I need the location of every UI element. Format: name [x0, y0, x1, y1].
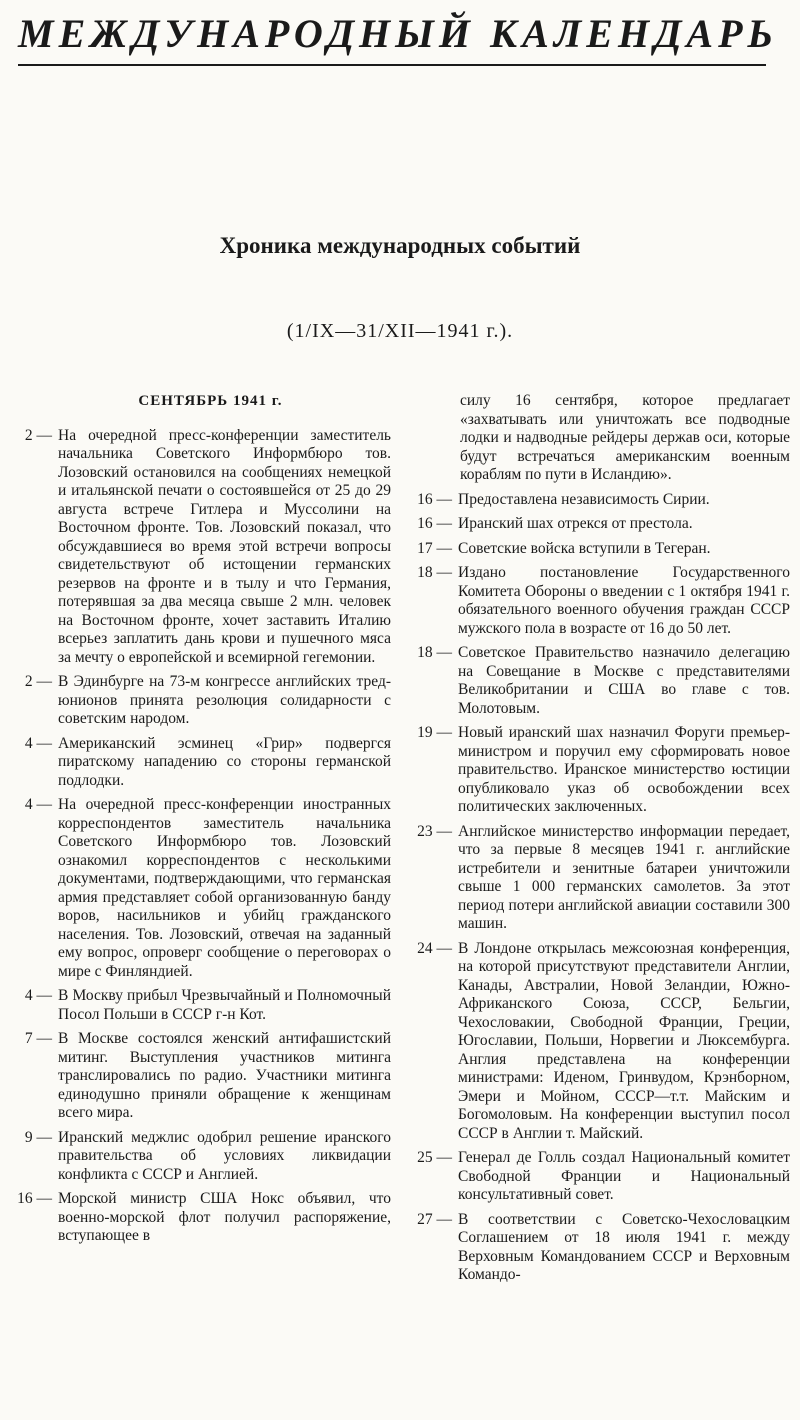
chronicle-entry	[406, 540, 790, 559]
entry-text: Издано постановление Государственного Комитета Обороны о введении с 1 октября 1941 г. обязательного военного обучения граждан СССР мужского пола в возрасте от 16 до 50 лет.	[458, 564, 790, 637]
month-heading: СЕНТЯБРЬ 1941 г.	[138, 393, 283, 409]
chronicle-entry	[6, 735, 391, 791]
entry-text: Иранский меджлис одобрил решение иранского правительства об условиях ликвидации конфликта с СССР и Англией.	[58, 1128, 391, 1183]
entry-text: Советские войска вступили в Тегеран.	[458, 539, 711, 557]
chronicle-entry	[406, 1149, 790, 1205]
entry-text: Предоставлена независимость Сирии.	[458, 490, 710, 508]
entry-date: 9 —	[24, 1128, 52, 1146]
entry-date: 4 —	[24, 796, 52, 813]
entry-date: 4 —	[24, 987, 52, 1004]
entry-date: 16 —	[17, 1190, 52, 1207]
entry-text: Новый иранский шах назначил Форуги премьер-министром и поручил ему сформировать новое правительство. Иранское министерство юстиции опубликовало указ об освобождении всех политических заключенных.	[458, 724, 790, 815]
entry-text: В соответствии с Советско-Чехословацким Соглашением от 18 июля 1941 г. между Верховным Командованием СССР и Верховным Командо-	[458, 1210, 790, 1283]
chronicle-entry	[406, 515, 790, 534]
entry-date: 16 —	[417, 490, 452, 508]
chronicle-entry	[406, 564, 790, 638]
entry-text: Морской министр США Нокс объявил, что военно-морской флот получил распоряжение, вступающее в	[58, 1190, 391, 1244]
right-entries	[406, 491, 790, 1285]
entry-date: 19 —	[417, 724, 452, 741]
chronicle-entry	[406, 724, 790, 817]
entry-date: 25 —	[417, 1149, 452, 1166]
chronicle-entry	[6, 1190, 391, 1246]
entry-text: Генерал де Голль создал Национальный комитет Свободной Франции и Национальный консультативный совет.	[458, 1149, 790, 1203]
entry-text: В Эдинбурге на 73-м конгрессе английских тред-юнионов принята резолюция солидарности с советским народом.	[58, 673, 391, 727]
entry-text: Советское Правительство назначило делегацию на Совещание в Москве с представителями Великобритании и США во главе с тов. Молотовым.	[458, 644, 790, 717]
continuation-text: силу 16 сентября, которое предлагает «захватывать или уничтожать все подводные лодки и надводные рейдеры держав оси, которые будут встречаться американским военным кораблям по пути в Исландию».	[460, 392, 790, 483]
entry-date: 24 —	[417, 939, 452, 957]
entry-text: На очередной пресс-конференции иностранных корреспондентов заместитель начальника Советского Информбюро тов. Лозовский ознакомил корреспондентов с несколькими документами, подтверждающими, что германская армия представляет собой организованную банду воров, насильников и убийц гражданского населения. Тов. Лозовский, отвечая на заданный ему вопрос, опроверг сообщение о переговорах о мире с Финляндией.	[58, 796, 391, 980]
entry-date: 2 —	[24, 426, 52, 444]
chronicle-entry	[6, 796, 391, 981]
right-column	[406, 392, 790, 1291]
entry-date: 18 —	[417, 564, 452, 581]
chronicle-entry	[6, 427, 391, 668]
entry-text: В Лондоне открылась межсоюзная конференция, на которой присутствуют представители Англии, Канады, Австралии, Новой Зеландии, Южно-Африканского Союза, СССР, Бельгии, Чехословакии, Свободной Франции, Греции, Югославии, Польши, Норвегии и Люксембурга. Англия представлена на конференции министрами: Иденом, Гринвудом, Крэнборном, Эмери и Мойном, СССР—т.т. Майским и Богомоловым. На конференции выступил посол СССР в Англии т. Майский.	[458, 939, 790, 1142]
chronicle-entry	[6, 1129, 391, 1185]
entry-text: В Москве состоялся женский антифашистский митинг. Выступления участников митинга транслировались по радио. Участники митинга единодушно приняли обращение к женщинам всего мира.	[58, 1030, 391, 1121]
entry-text: Английское министерство информации передает, что за первые 8 месяцев 1941 г. английские истребители и зенитные батареи уничтожили свыше 1 000 германских самолетов. За этот период потери английской авиации составили 300 машин.	[458, 822, 790, 932]
chronicle-entry	[406, 823, 790, 934]
entry-date: 17 —	[417, 539, 452, 557]
entry-text: Американский эсминец «Грир» подвергся пиратскому нападению со стороны германской подлодки.	[58, 734, 391, 789]
entry-date: 27 —	[417, 1210, 452, 1228]
chronicle-entry	[406, 491, 790, 510]
chronicle-entry	[406, 1211, 790, 1285]
entry-date: 2 —	[24, 673, 52, 690]
entry-date: 16 —	[417, 515, 452, 532]
entry-date: 18 —	[417, 644, 452, 661]
entry-date: 7 —	[24, 1030, 52, 1047]
entry-text: На очередной пресс-конференции заместитель начальника Советского Информбюро тов. Лозовский остановился на сообщениях немецкой и итальянской печати о состоявшейся от 25 до 29 августа встрече Гитлера и Муссолини на Восточном фронте. Тов. Лозовский показал, что обсуждавшиеся во время этой встречи вопросы свидетельствуют об истощении германских резервов на фронте и в тылу и что Германия, потерявшая за два месяца свыше 2 млн. человек на Восточном фронте, хочет заставить Италию всерьез заплатить дань крови и пушечного мяса за мечту о европейской и всемирной гегемонии.	[58, 426, 391, 666]
article-date-range: (1/IX—31/XII—1941 г.).	[286, 320, 514, 342]
left-column	[6, 392, 391, 1252]
header-rule	[18, 64, 766, 66]
article-title: Хроника международных событий	[219, 233, 581, 258]
entry-date: 23 —	[417, 822, 452, 840]
journal-section-header: МЕЖДУНАРОДНЫЙ КАЛЕНДАРЬ	[18, 11, 778, 56]
chronicle-entry	[6, 673, 391, 729]
entry-text: В Москву прибыл Чрезвычайный и Полномочный Посол Польши в СССР г-н Кот.	[58, 987, 391, 1023]
chronicle-entry	[406, 940, 790, 1144]
left-entries	[6, 427, 391, 1246]
chronicle-entry	[6, 1030, 391, 1123]
entry-date: 4 —	[24, 734, 52, 752]
chronicle-entry	[6, 987, 391, 1024]
entry-text: Иранский шах отрекся от престола.	[458, 515, 693, 532]
chronicle-entry	[406, 644, 790, 718]
